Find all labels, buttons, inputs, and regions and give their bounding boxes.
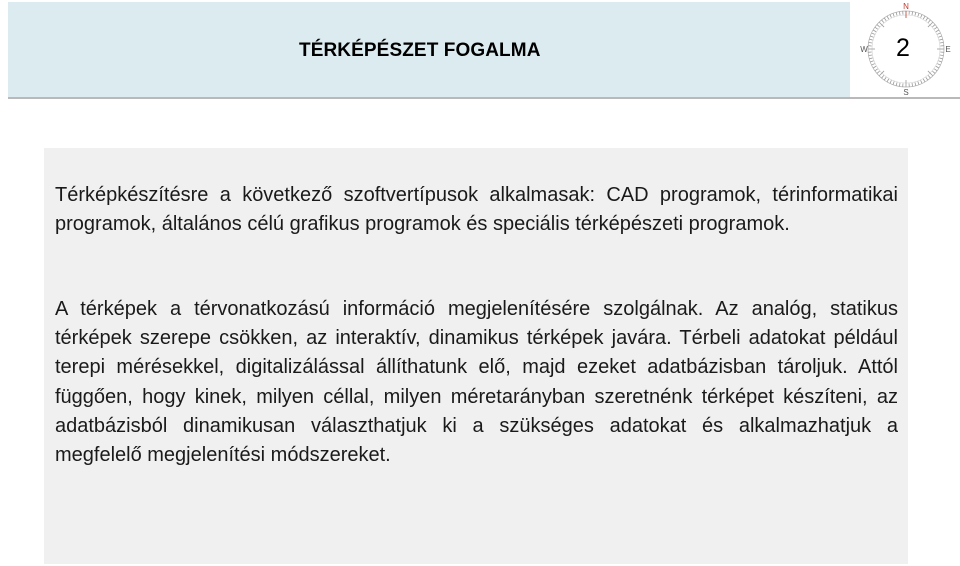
compass-tick [899, 83, 900, 86]
compass-tick [938, 36, 941, 37]
compass-tick [912, 12, 913, 15]
compass-tick [921, 15, 922, 18]
compass-tick [887, 16, 889, 19]
compass-tick [915, 82, 916, 85]
compass-tick [870, 36, 873, 37]
compass-tick [872, 33, 875, 34]
compass-tick [926, 18, 928, 21]
compass-tick [932, 25, 935, 27]
compass-tick [879, 71, 884, 76]
compass-tick [875, 27, 878, 29]
page-number: 2 [896, 34, 910, 62]
compass-tick [940, 42, 943, 43]
compass-tick [875, 69, 878, 71]
slide-title: TÉRKÉPÉSZET FOGALMA [299, 40, 541, 61]
compass-tick [939, 58, 942, 59]
compass-tick [934, 27, 937, 29]
compass-tick [899, 12, 900, 15]
compass-tick [938, 61, 941, 62]
compass-tick [872, 64, 875, 65]
compass-tick [893, 81, 894, 84]
compass-tick [869, 58, 872, 59]
compass-tick [940, 55, 943, 56]
compass-tick [890, 15, 891, 18]
compass-tick [934, 69, 937, 71]
compass-tick [882, 75, 884, 78]
paragraph-software-types: Térképkészítésre a következő szoftvertípusok alkalmasak: CAD programok, térinformatikai programok, általános célú grafikus programok és speciális térképészeti programok. [55, 184, 898, 236]
header-divider [8, 97, 960, 99]
compass-tick [869, 39, 872, 40]
compass-tick [918, 81, 919, 84]
compass-tick [936, 66, 939, 68]
compass-tick [912, 83, 913, 86]
compass-tick [893, 13, 894, 16]
compass-tick [921, 80, 922, 83]
compass-tick [869, 55, 872, 56]
paragraph-map-purpose: A térképek a térvonatkozású információ megjelenítésére szolgálnak. Az analóg, statikus térképek szerepe csökken, az interaktív, dinamikus térképek javára. Térbeli adatokat például terepi mérésekkel, digitalizálással állíthatunk elő, majd ezeket adatbázisban tároljuk. Attól függően, hogy kinek, milyen céllal, milyen méretarányban szeretnénk térképet készíteni, az adatbázisból dinamikusan választhatjuk ki a szükséges adatokat és alkalmazhatjuk a megfelelő megjelenítési módszereket. [55, 298, 898, 467]
compass-tick [915, 12, 916, 15]
compass-tick [870, 61, 873, 62]
compass-tick [890, 80, 891, 83]
compass-tick [896, 12, 897, 15]
compass-south-label: S [903, 88, 909, 97]
compass-tick [928, 75, 930, 78]
compass-tick [923, 16, 925, 19]
compass-tick [937, 33, 940, 34]
compass-tick [882, 20, 884, 23]
compass-tick [884, 77, 886, 80]
compass-east-label: E [945, 45, 951, 54]
compass-tick [873, 30, 876, 32]
compass-west-label: W [860, 45, 868, 54]
compass-tick [936, 30, 939, 32]
compass-tick [939, 39, 942, 40]
compass-tick [896, 82, 897, 85]
compass-tick [928, 71, 933, 76]
compass-tick [923, 79, 925, 82]
compass-tick [887, 79, 889, 82]
compass-tick [884, 18, 886, 21]
compass-tick [869, 42, 872, 43]
compass-north-label: N [903, 2, 909, 11]
compass-tick [877, 25, 880, 27]
compass-tick [928, 22, 933, 27]
compass-tick [879, 22, 884, 27]
compass-tick [928, 20, 930, 23]
compass-tick [926, 77, 928, 80]
compass-tick [932, 71, 935, 73]
compass-tick [918, 13, 919, 16]
compass-tick [877, 71, 880, 73]
compass-tick [873, 66, 876, 68]
compass-tick [937, 64, 940, 65]
